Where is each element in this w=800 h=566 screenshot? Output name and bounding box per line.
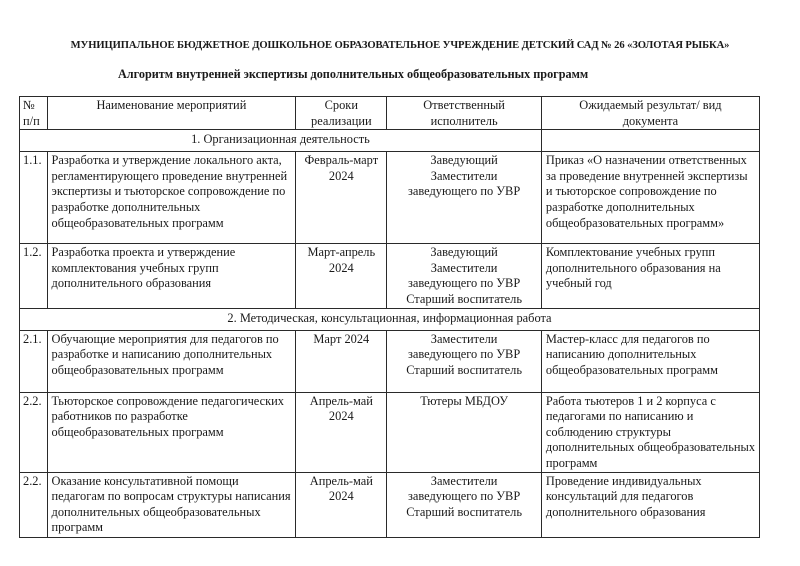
period-line: Февраль-март [304, 153, 379, 168]
responsible-line: Заведующий [430, 245, 498, 260]
responsible-line: Заведующий [430, 153, 498, 168]
row-number: 2.2. [20, 472, 48, 537]
period-line: Апрель-май [309, 473, 373, 488]
period-line: Март-апрель [307, 245, 376, 260]
responsible-line: Заместители [430, 260, 498, 275]
expected-result: Мастер-класс для педагогов по написанию дополнительных общеобразовательных программ [541, 330, 759, 392]
header-responsible [387, 97, 542, 130]
period-line: 2024 [328, 489, 354, 504]
section-title: 2. Методическая, консультационная, информационная работа [20, 308, 760, 330]
expected-result: Комплектование учебных групп дополнительного образования на учебный год [541, 244, 759, 308]
section-title: 1. Организационная деятельность [20, 130, 542, 152]
period-cell [296, 330, 387, 392]
table-row [20, 472, 760, 537]
section-row [20, 130, 760, 152]
responsible-line: заведующего по УВР [407, 347, 521, 362]
period-cell [296, 244, 387, 308]
period-line: Март 2024 [313, 331, 370, 346]
header-number-line2: п/п [23, 113, 40, 128]
organization-name: МУНИЦИПАЛЬНОЕ БЮДЖЕТНОЕ ДОШКОЛЬНОЕ ОБРАЗОВАТЕЛЬНОЕ УЧРЕЖДЕНИЕ ДЕТСКИЙ САД № 26 «ЗОЛОТАЯ РЫБКА» [70, 40, 730, 51]
responsible-line: Заместители [430, 331, 498, 346]
expected-result: Приказ «О назначении ответственных за проведение внутренней экспертизы и тьюторское сопровождение по разработке дополнительных общеобразовательных программ» [541, 152, 759, 244]
expected-result: Работа тьютеров 1 и 2 корпуса с педагогами по написанию и соблюдению структуры дополнительных общеобразовательных программ [541, 392, 759, 472]
table-row [20, 244, 760, 308]
activity-name: Тьюторское сопровождение педагогических работников по разработке общеобразовательных программ [47, 392, 296, 472]
row-number: 2.1. [20, 330, 48, 392]
header-number [20, 97, 48, 130]
header-responsible-line2: исполнитель [430, 113, 498, 128]
responsible-cell [387, 244, 542, 308]
expertise-algorithm-table [19, 96, 760, 538]
responsible-line: заведующего по УВР [407, 489, 521, 504]
responsible-line: Заместители [430, 473, 498, 488]
period-cell [296, 472, 387, 537]
section-empty-cell [541, 130, 759, 152]
responsible-line: Тютеры МБДОУ [420, 393, 508, 408]
expected-result: Проведение индивидуальных консультаций для педагогов дополнительного образования [541, 472, 759, 537]
activity-name: Обучающие мероприятия для педагогов по разработке и написанию дополнительных общеобразовательных программ [47, 330, 296, 392]
period-line: Апрель-май [309, 393, 373, 408]
period-cell [296, 152, 387, 244]
row-number: 2.2. [20, 392, 48, 472]
row-number: 1.2. [20, 244, 48, 308]
responsible-cell [387, 152, 542, 244]
table-header-row [20, 97, 760, 130]
header-period-line1: Сроки [324, 98, 358, 112]
header-period [296, 97, 387, 130]
header-result-line1: Ожидаемый результат/ вид [579, 98, 722, 112]
period-cell [296, 392, 387, 472]
responsible-line: Заместители [430, 168, 498, 183]
period-line: 2024 [328, 168, 354, 183]
period-line: 2024 [328, 409, 354, 424]
responsible-cell [387, 330, 542, 392]
responsible-line: Старший воспитатель [406, 291, 522, 306]
responsible-cell [387, 392, 542, 472]
activity-name: Разработка проекта и утверждение комплектования учебных групп дополнительного образования [47, 244, 296, 308]
row-number: 1.1. [20, 152, 48, 244]
section-row [20, 308, 760, 330]
header-result [541, 97, 759, 130]
header-activity [47, 97, 296, 130]
responsible-line: Старший воспитатель [406, 504, 522, 519]
table-row [20, 392, 760, 472]
document-title: Алгоритм внутренней экспертизы дополнительных общеобразовательных программ [118, 67, 589, 81]
header-result-line2: документа [622, 113, 679, 128]
responsible-line: заведующего по УВР [407, 184, 521, 199]
header-period-line2: реализации [311, 113, 372, 128]
table-row [20, 330, 760, 392]
activity-name: Разработка и утверждение локального акта, регламентирующего проведение внутренней экспертизы и тьюторское сопровождение по разработке дополнительных общеобразовательных программ [47, 152, 296, 244]
activity-name: Оказание консультативной помощи педагогам по вопросам структуры написания дополнительных общеобразовательных программ [47, 472, 296, 537]
header-number-line1: № [23, 98, 35, 112]
period-line: 2024 [328, 260, 354, 275]
responsible-line: Старший воспитатель [406, 362, 522, 377]
header-activity-label: Наименование мероприятий [96, 98, 247, 112]
table-row [20, 152, 760, 244]
table-body [20, 130, 760, 537]
responsible-cell [387, 472, 542, 537]
header-responsible-line1: Ответственный [423, 98, 505, 112]
responsible-line: заведующего по УВР [407, 276, 521, 291]
